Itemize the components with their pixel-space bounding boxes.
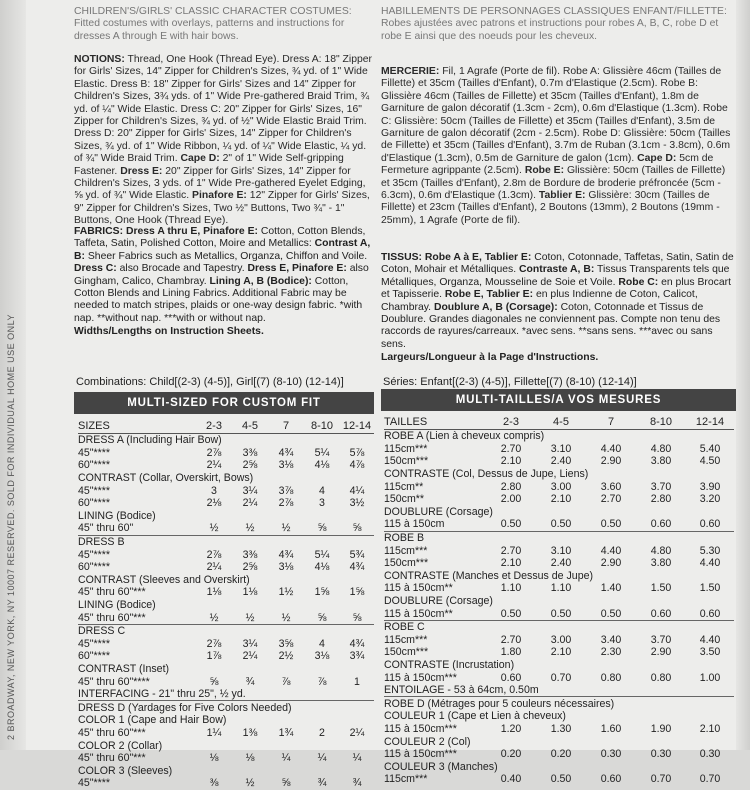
yardage-cell: 2.70	[500, 442, 522, 455]
yardage-cell: 2.10	[699, 722, 721, 735]
yardage-cell: 3½	[349, 497, 365, 510]
yardage-cell: 3.40	[600, 633, 622, 646]
yardage-cell: 1.90	[650, 722, 672, 735]
yardage-cell: 0.60	[600, 773, 622, 786]
yardage-cell: ½	[245, 611, 255, 624]
yardage-cell: 0.50	[500, 518, 522, 531]
yardage-cell: 1½	[278, 586, 294, 599]
yardage-cell: 2.10	[550, 646, 572, 659]
yardage-cell: 3.00	[550, 633, 572, 646]
yardage-cell: 5.30	[699, 544, 721, 557]
yardage-cell: 3.70	[650, 633, 672, 646]
yardage-cell: 2.10	[500, 455, 522, 468]
english-fabrics: FABRICS: Dress A thru E, Pinafore E: Cotton, Cotton Blends, Taffeta, Satin, Polished Cotton, Moire and Metallics: Contrast A, B: Sheer Fabrics such as Metallics, Organza, Chiffon and Voile. Dress C: also Brocade and Tapestry. Dress E, Pinafore E: also Gingham, Calico, Chambray. Lining A, B (Bodice): Cotton, Cotton Blends and Lining Fabrics. Additional Fabric may be needed to match stripes, plaids or one-way design fabric. *with nap. **without nap. ***with or without nap.	[74, 226, 371, 324]
row-label: 45" thru 60"***	[78, 611, 146, 624]
yardage-cell: 0.50	[600, 607, 622, 620]
row-label: 60"****	[78, 650, 111, 663]
size-column-header: 4-5	[536, 414, 586, 430]
row-label: 115cm***	[384, 633, 428, 646]
yardage-cell: 0.30	[699, 748, 721, 761]
yardage-cell: 2⅞	[206, 548, 222, 561]
table-row	[384, 582, 734, 595]
yardage-cell: ¾	[317, 777, 327, 790]
row-label: 115 à 150cm	[384, 518, 445, 531]
yardage-cell: 3⅛	[278, 561, 294, 574]
edge-copyright-text: 2 BROADWAY, NEW YORK, NY 10007 RESERVED. SOLD FOR INDIVIDUAL HOME USE ONLY	[6, 314, 16, 740]
row-label: ROBE A (Lien à cheveux compris)	[384, 430, 734, 443]
yardage-cell: 2¼	[206, 561, 222, 574]
table-row	[78, 459, 374, 472]
yardage-cell: 2.90	[600, 455, 622, 468]
size-column-header: 12-14	[686, 414, 734, 430]
table-row	[384, 773, 734, 786]
yardage-cell: 4¼	[349, 484, 365, 497]
yardage-cell: ¼	[352, 752, 362, 765]
row-label: 45" thru 60"***	[78, 586, 146, 599]
table-row	[78, 777, 374, 790]
yardage-cell: 4	[319, 637, 325, 650]
yardage-cell: ⅛	[245, 752, 255, 765]
yardage-cell: 3.50	[699, 646, 721, 659]
french-column	[381, 6, 736, 364]
yardage-cell: 2.80	[650, 493, 672, 506]
table-row	[78, 624, 374, 637]
table-row	[384, 659, 734, 672]
yardage-cell: 0.20	[550, 748, 572, 761]
yardage-cell: 2.10	[500, 557, 522, 570]
french-intro: HABILLEMENTS DE PERSONNAGES CLASSIQUES ENFANT/FILLETTE: Robes ajustées avec patrons et instructions pour robes A, B, C, robe D et robe E ainsi que des noeuds pour les cheveux.	[381, 6, 727, 42]
yardage-cell: 1.50	[699, 582, 721, 595]
yardage-cell: 2¼	[206, 459, 222, 472]
yardage-cell: 4¾	[278, 548, 294, 561]
yardage-cell: 2	[319, 726, 325, 739]
yardage-cell: ⅝	[317, 522, 327, 535]
yardage-cell: 4.40	[600, 544, 622, 557]
yardage-cell: ¾	[245, 675, 255, 688]
size-column-header: 7	[586, 414, 636, 430]
yardage-cell: 2.70	[500, 633, 522, 646]
row-label: 150cm**	[384, 493, 425, 506]
yardage-cell: 1⅛	[242, 586, 258, 599]
table-row	[384, 723, 734, 736]
yardage-cell: 1	[354, 675, 360, 688]
table-row	[78, 472, 374, 485]
yardage-cell: 1.10	[500, 582, 522, 595]
yardage-cell: ½	[209, 522, 219, 535]
table-row	[384, 646, 734, 659]
table-row	[384, 518, 734, 531]
row-label: 45" thru 60"****	[78, 675, 150, 688]
row-label: COULEUR 2 (Col)	[384, 735, 471, 748]
yardage-cell: 5⅞	[349, 446, 365, 459]
table-row	[384, 443, 734, 456]
yardage-cell: 2½	[278, 650, 294, 663]
french-mercerie: MERCERIE: Fil, 1 Agrafe (Porte de fil). Robe A: Glissière 46cm (Tailles de Fillette) et 35cm (Tailles d'Enfant), 0.7m d'Elastique (2.5cm). Robe B: Glissière 46cm (Tailles de Fillette) et 35cm (Tailles d'Enfant), 1.8m de Garniture de galon décoratif (1.3cm - 2cm), 0.6m d'Elastique (1.3cm). Robe C: Glissière: 50cm (Tailles de Fillette) et 35cm (Tailles d'Enfant), 3.5m de Garniture de galon décoratif (2cm - 2.5cm). Robe D: Glissière: 50cm (Tailles de Fillette) et 35cm (Tailles d'Enfant), 3.7m de Ruban (3.1cm - 3.8cm), 0.6m d'Elastique (1.3cm), 0.5m de Garniture de galon (1cm). Cape D: 5cm de Fermeture agrippante (2.5cm). Robe E: Glissière: 50cm (Tailles de Fillette) et 35cm (Tailles d'Enfant), 2.8m de Bordure de broderie préfroncée (5cm - 6.3cm), 0.6m d'Elastique (1.3cm). Tablier E: Glissière: 30cm (Tailles de Fillette) et 23cm (Tailles d'Enfant), 2 Boutons (13mm), 2 Boutons (19mm - 25mm), 1 Agrafe (Porte de fil).	[381, 66, 731, 226]
yardage-cell: 1⅜	[242, 726, 258, 739]
yardage-cell: 2⅝	[242, 561, 258, 574]
yardage-cell: ⅝	[317, 611, 327, 624]
yardage-cell: 2.70	[600, 493, 622, 506]
yardage-cell: 1.50	[650, 582, 672, 595]
table-row	[78, 510, 374, 523]
row-label: 45"****	[78, 484, 111, 497]
yardage-cell: 3¼	[242, 637, 258, 650]
row-label: 115 à 150cm***	[384, 748, 457, 761]
yardage-cell: 3.10	[550, 544, 572, 557]
yardage-cell: ½	[245, 777, 255, 790]
row-label: ROBE B	[384, 531, 734, 544]
yardage-cell: 0.40	[500, 773, 522, 786]
yardage-cell: 2.70	[500, 544, 522, 557]
yardage-cell: ¼	[317, 752, 327, 765]
yardage-cell: 2⅞	[278, 497, 294, 510]
yardage-cell: 1¼	[206, 726, 222, 739]
table-row	[78, 688, 374, 701]
row-label: CONTRAST (Inset)	[78, 662, 170, 675]
table-row	[384, 671, 734, 684]
yardage-cell: 0.60	[699, 607, 721, 620]
english-table-title: MULTI-SIZED FOR CUSTOM FIT	[74, 392, 374, 414]
yardage-cell: 3⅞	[278, 484, 294, 497]
row-label: 45"****	[78, 777, 111, 790]
table-row	[384, 760, 734, 773]
yardage-cell: 3⅜	[242, 446, 258, 459]
yardage-cell: 5¼	[314, 446, 330, 459]
yardage-cell: 4.40	[600, 442, 622, 455]
yardage-cell: 3.20	[699, 493, 721, 506]
yardage-cell: 0.30	[650, 748, 672, 761]
yardage-cell: 0.70	[550, 671, 572, 684]
yardage-cell: ½	[245, 522, 255, 535]
row-label: DRESS A (Including Hair Bow)	[78, 434, 374, 447]
table-row	[78, 447, 374, 460]
table-row	[384, 735, 734, 748]
yardage-cell: ⅝	[281, 777, 291, 790]
row-label: 150cm***	[384, 646, 429, 659]
yardage-cell: ½	[281, 611, 291, 624]
size-header: SIZES	[78, 418, 196, 434]
row-label: 45"****	[78, 637, 111, 650]
yardage-cell: 0.50	[550, 607, 572, 620]
row-label: DRESS D (Yardages for Five Colors Needed)	[78, 701, 374, 714]
table-row	[78, 497, 374, 510]
row-label: COLOR 1 (Cape and Hair Bow)	[78, 714, 227, 727]
size-column-header: 8-10	[304, 418, 340, 434]
yardage-cell: 3.60	[600, 480, 622, 493]
yardage-cell: 0.80	[600, 671, 622, 684]
row-label: CONTRAST (Sleeves and Overskirt)	[78, 573, 250, 586]
yardage-cell: 2⅛	[206, 497, 222, 510]
yardage-cell: 3⅛	[314, 650, 330, 663]
english-column	[74, 6, 374, 338]
yardage-cell: 3.70	[650, 480, 672, 493]
table-row	[384, 697, 734, 710]
yardage-cell: 1⅛	[206, 586, 222, 599]
yardage-cell: 5.40	[699, 442, 721, 455]
table-row	[78, 701, 374, 714]
table-row	[384, 607, 734, 620]
left-margin-strip	[0, 0, 26, 750]
table-row	[384, 557, 734, 570]
row-label: COULEUR 3 (Manches)	[384, 760, 498, 773]
yardage-cell: 1.00	[699, 671, 721, 684]
yardage-cell: 2.30	[600, 646, 622, 659]
yardage-cell: 2.40	[550, 557, 572, 570]
yardage-cell: 0.70	[699, 773, 721, 786]
yardage-cell: 2¼	[242, 650, 258, 663]
yardage-cell: 4¾	[349, 637, 365, 650]
yardage-cell: ⅞	[281, 675, 291, 688]
table-row	[384, 684, 734, 697]
yardage-cell: 3⅝	[278, 637, 294, 650]
yardage-cell: 0.70	[650, 773, 672, 786]
table-row	[384, 493, 734, 506]
yardage-cell: 0.60	[699, 518, 721, 531]
table-row	[78, 522, 374, 535]
yardage-cell: 4.80	[650, 442, 672, 455]
french-table-title: MULTI-TAILLES/A VOS MESURES	[381, 389, 736, 411]
yardage-cell: 0.50	[600, 518, 622, 531]
row-label: 60"****	[78, 459, 111, 472]
yardage-cell: ⅜	[209, 777, 219, 790]
table-header-row	[384, 414, 734, 430]
table-row	[384, 430, 734, 443]
row-label: 45"****	[78, 446, 111, 459]
table-row	[78, 599, 374, 612]
yardage-cell: 4¾	[349, 561, 365, 574]
yardage-cell: 4¾	[278, 446, 294, 459]
table-row	[78, 574, 374, 587]
row-label: DOUBLURE (Corsage)	[384, 505, 493, 518]
yardage-cell: ⅝	[209, 675, 219, 688]
yardage-cell: 2⅞	[206, 637, 222, 650]
yardage-cell: ¼	[281, 752, 291, 765]
row-label: 115 à 150cm**	[384, 582, 453, 595]
yardage-cell: 1.80	[500, 646, 522, 659]
yardage-cell: 2.90	[650, 646, 672, 659]
row-label: CONTRASTE (Manches et Dessus de Jupe)	[384, 569, 594, 582]
row-label: COULEUR 1 (Cape et Lien à cheveux)	[384, 710, 566, 723]
table-row	[384, 710, 734, 723]
yardage-cell: 3¼	[242, 484, 258, 497]
table-row	[384, 468, 734, 481]
table-row	[78, 434, 374, 447]
yardage-cell: 0.60	[650, 518, 672, 531]
french-largeurs-note: Largeurs/Longueur à la Page d'Instructions.	[381, 352, 599, 363]
row-label: 45" thru 60"***	[78, 726, 146, 739]
table-row	[78, 638, 374, 651]
table-row	[384, 506, 734, 519]
table-row	[78, 611, 374, 624]
yardage-cell: 0.30	[600, 748, 622, 761]
yardage-cell: 3.90	[699, 480, 721, 493]
size-header: TAILLES	[384, 414, 486, 430]
yardage-cell: 3⅜	[242, 548, 258, 561]
row-label: DRESS B	[78, 535, 374, 548]
french-tissus: TISSUS: Robe A à E, Tablier E: Coton, Cotonnade, Taffetas, Satin, Satin de Coton, Mohair et Métalliques. Contraste A, B: Tissus Transparents tels que Métalliques, Organza, Mousseline de Soie et Voile. Robe C: en plus Brocart et Tapisserie. Robe E, Tablier E: en plus Indienne de Coton, Calicot, Chambray. Doublure A, B (Corsage): Coton, Cotonnade et Tissus de Doublure. Grandes diagonales ne conviennent pas. Compte non tenu des raccords de rayures/carreaux. *avec sens. **sans sens. ***avec ou sans sens.	[381, 252, 734, 350]
yardage-cell: 3⅛	[278, 459, 294, 472]
size-column-header: 4-5	[232, 418, 268, 434]
table-row	[78, 548, 374, 561]
row-label: COLOR 3 (Sleeves)	[78, 764, 173, 777]
yardage-cell: ½	[209, 611, 219, 624]
table-row	[78, 764, 374, 777]
table-row	[384, 480, 734, 493]
row-label: 115 à 150cm***	[384, 671, 457, 684]
row-label: 60"****	[78, 497, 111, 510]
size-column-header: 2-3	[196, 418, 232, 434]
yardage-cell: 0.80	[650, 671, 672, 684]
english-combinations: Combinations: Child[(2-3) (4-5)], Girl[(7) (8-10) (12-14)]	[76, 376, 344, 388]
row-label: 150cm***	[384, 455, 429, 468]
size-column-header: 2-3	[486, 414, 536, 430]
table-row	[78, 561, 374, 574]
row-label: ROBE D (Métrages pour 5 couleurs nécessaires)	[384, 697, 734, 710]
row-label: 115cm***	[384, 442, 428, 455]
yardage-cell: 1.20	[500, 722, 522, 735]
size-column-header: 8-10	[636, 414, 686, 430]
table-header-row	[78, 418, 374, 434]
yardage-cell: 1⅝	[314, 586, 330, 599]
yardage-cell: 3.00	[550, 480, 572, 493]
table-row	[384, 570, 734, 583]
row-label: 115cm***	[384, 773, 428, 786]
yardage-cell: ⅞	[317, 675, 327, 688]
english-widths-note: Widths/Lengths on Instruction Sheets.	[74, 326, 264, 337]
yardage-cell: 4⅛	[314, 561, 330, 574]
row-label: 60"****	[78, 561, 111, 574]
yardage-cell: 2.10	[550, 493, 572, 506]
row-label: 45" thru 60"	[78, 522, 134, 535]
yardage-cell: 2⅝	[242, 459, 258, 472]
yardage-cell: 1.40	[600, 582, 622, 595]
yardage-cell: 0.50	[550, 518, 572, 531]
row-label: CONTRASTE (Col, Dessus de Jupe, Liens)	[384, 468, 589, 481]
yardage-cell: 1.30	[550, 722, 572, 735]
yardage-cell: ½	[281, 522, 291, 535]
yardage-cell: ⅝	[352, 611, 362, 624]
yardage-cell: 5¾	[349, 548, 365, 561]
yardage-cell: 4	[319, 484, 325, 497]
yardage-cell: 4.40	[699, 557, 721, 570]
row-label: CONTRASTE (Incrustation)	[384, 658, 515, 671]
yardage-cell: 5¼	[314, 548, 330, 561]
row-label: 115cm***	[384, 544, 428, 557]
yardage-cell: 0.60	[650, 607, 672, 620]
table-row	[78, 650, 374, 663]
yardage-cell: 4.50	[699, 455, 721, 468]
row-label: 115 à 150cm***	[384, 722, 457, 735]
yardage-cell: ⅛	[209, 752, 219, 765]
yardage-cell: 3.80	[650, 557, 672, 570]
yardage-cell: 0.50	[500, 607, 522, 620]
yardage-cell: ⅝	[352, 522, 362, 535]
yardage-cell: 0.50	[550, 773, 572, 786]
french-yardage-table	[384, 414, 734, 786]
row-label: DOUBLURE (Corsage)	[384, 595, 493, 608]
table-row	[384, 531, 734, 544]
yardage-cell: ¾	[352, 777, 362, 790]
table-row	[78, 663, 374, 676]
table-row	[78, 675, 374, 688]
yardage-cell: 1.60	[600, 722, 622, 735]
row-label: 115 à 150cm**	[384, 607, 453, 620]
yardage-cell: 3.80	[650, 455, 672, 468]
size-column-header: 12-14	[340, 418, 374, 434]
row-label: ROBE C	[384, 620, 734, 633]
yardage-cell: 2.00	[500, 493, 522, 506]
yardage-cell: 2¼	[349, 726, 365, 739]
row-label: INTERFACING - 21" thru 25", ½ yd.	[78, 688, 246, 701]
yardage-cell: 2¼	[242, 497, 258, 510]
english-notions: NOTIONS: Thread, One Hook (Thread Eye). Dress A: 18" Zipper for Girls' Sizes, 14" Zipper for Children's Sizes, ¾ yd. of 1" Wide Elastic. Dress B: 18" Zipper for Girls' Sizes and 14" Zipper for Children's Sizes, 3¾ yds. of 1" Wide Pre-gathered Braid Trim, ¾ yd. of ¼" Wide Elastic. Dress C: 20" Zipper for Girls' Sizes, 16" Zipper for Children's Sizes, ¾ yd. of ½" Wide Elastic Braid Trim. Dress D: 20" Zipper for Girls' Sizes, 14" Zipper for Children's Sizes, ¾ yd. of 1" Wide Ribbon, ¼ yd. of ¼" Wide Elastic, ¼ yd. of ¾" Wide Braid Trim. Cape D: 2" of 1" Wide Self-gripping Fastener. Dress E: 20" Zipper for Girls' Sizes, 14" Zipper for Children's Sizes, 3 yds. of 1" Wide Pre-gathered Eyelet Edging, ⅝ yd. of ¾" Wide Elastic. Pinafore E: 12" Zipper for Girls' Sizes, 9" Zipper for Children's Sizes, Two ½" Buttons, Two ¾" - 1" Buttons, One Hook (Thread Eye).	[74, 54, 373, 226]
table-row	[78, 752, 374, 765]
table-row	[78, 535, 374, 548]
table-row	[78, 714, 374, 727]
yardage-cell: 3	[211, 484, 217, 497]
yardage-cell: 4.80	[650, 544, 672, 557]
row-label: 45"****	[78, 548, 111, 561]
row-label: 45" thru 60"***	[78, 752, 146, 765]
size-column-header: 7	[268, 418, 304, 434]
table-row	[78, 586, 374, 599]
table-row	[78, 727, 374, 740]
row-label: 115cm**	[384, 480, 424, 493]
yardage-cell: 1⅞	[206, 650, 222, 663]
yardage-cell: 3¾	[349, 650, 365, 663]
table-row	[384, 634, 734, 647]
yardage-cell: 4⅞	[349, 459, 365, 472]
row-label: CONTRAST (Collar, Overskirt, Bows)	[78, 472, 254, 485]
yardage-cell: 4⅛	[314, 459, 330, 472]
yardage-cell: 2⅞	[206, 446, 222, 459]
yardage-cell: 2.80	[500, 480, 522, 493]
yardage-cell: 0.20	[500, 748, 522, 761]
english-intro: CHILDREN'S/GIRLS' CLASSIC CHARACTER COSTUMES: Fitted costumes with overlays, patterns and instructions for dresses A through E with hair bows.	[74, 6, 352, 42]
french-series: Séries: Enfant[(2-3) (4-5)], Fillette[(7) (8-10) (12-14)]	[383, 376, 637, 388]
row-label: LINING (Bodice)	[78, 509, 156, 522]
row-label: LINING (Bodice)	[78, 599, 156, 612]
yardage-cell: 1¾	[278, 726, 294, 739]
row-label: ENTOILAGE - 53 à 64cm, 0.50m	[384, 684, 539, 697]
table-row	[384, 620, 734, 633]
yardage-cell: 1⅝	[349, 586, 365, 599]
yardage-cell: 0.60	[500, 671, 522, 684]
row-label: COLOR 2 (Collar)	[78, 739, 163, 752]
table-row	[384, 595, 734, 608]
right-margin-strip	[736, 0, 750, 750]
row-label: 150cm***	[384, 557, 429, 570]
table-row	[78, 484, 374, 497]
yardage-cell: 3	[319, 497, 325, 510]
yardage-cell: 3.10	[550, 442, 572, 455]
english-yardage-table	[78, 418, 374, 790]
yardage-cell: 4.40	[699, 633, 721, 646]
table-row	[384, 455, 734, 468]
yardage-cell: 1.10	[550, 582, 572, 595]
yardage-cell: 2.40	[550, 455, 572, 468]
yardage-cell: 2.90	[600, 557, 622, 570]
table-row	[384, 544, 734, 557]
row-label: DRESS C	[78, 624, 374, 637]
